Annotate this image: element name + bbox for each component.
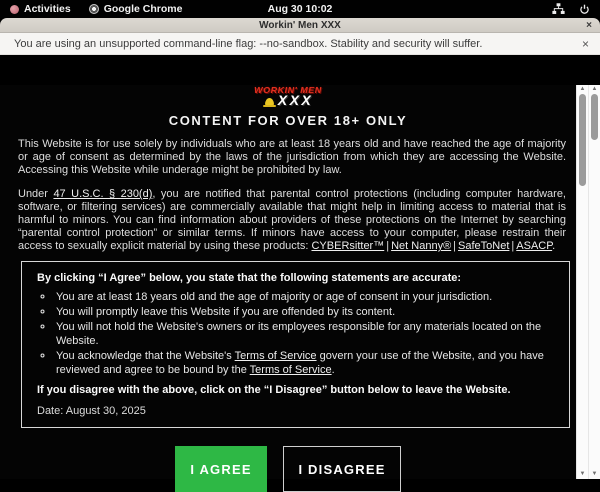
product-separator: | — [511, 240, 515, 252]
browser-window — [0, 18, 600, 477]
gnome-top-bar — [0, 0, 600, 18]
parental-control-paragraph — [18, 188, 566, 253]
app-label: Google Chrome — [103, 3, 183, 15]
asacp-link[interactable]: ASACP — [516, 240, 553, 252]
product-separator: | — [386, 240, 390, 252]
outer-scrollbar[interactable] — [588, 85, 600, 479]
window-close-button[interactable]: × — [586, 20, 592, 31]
netnanny-link[interactable]: Net Nanny® — [391, 240, 452, 252]
i-agree-button[interactable]: I AGREE — [175, 446, 267, 492]
para2-period: . — [552, 240, 556, 252]
para2-pre: Under — [18, 188, 54, 200]
disagree-note: If you disagree with the above, click on the “I Disagree” button below to leave the Website. — [37, 384, 511, 396]
terms-of-service-link[interactable]: Terms of Service — [249, 364, 332, 376]
chrome-infobar — [0, 33, 600, 55]
clock[interactable]: Aug 30 10:02 — [267, 3, 333, 15]
list-item: ◦ You will not hold the Website's owners or its employees responsible for any materials located on the Website. — [54, 320, 554, 348]
page-title: CONTENT FOR OVER 18+ ONLY — [168, 113, 408, 128]
hardhat-icon — [263, 98, 276, 107]
bullet4-pre: You acknowledge that the Website's — [56, 350, 235, 362]
activities-button[interactable] — [10, 3, 71, 15]
date-line: Date: August 30, 2025 — [37, 405, 146, 417]
distro-logo-icon — [10, 5, 19, 14]
usc-230d-link[interactable]: 47 U.S.C. § 230(d) — [53, 188, 153, 200]
bullet4-post: . — [331, 364, 335, 376]
safetonet-link[interactable]: SafeToNet — [458, 240, 510, 252]
activities-label: Activities — [24, 3, 71, 15]
product-separator: | — [453, 240, 457, 252]
inner-scrollbar-thumb[interactable] — [579, 94, 586, 186]
infobar-close-icon[interactable]: × — [581, 36, 589, 51]
scroll-down-icon[interactable]: ▼ — [591, 471, 598, 477]
list-item — [54, 349, 554, 377]
outer-scrollbar-thumb[interactable] — [591, 94, 598, 140]
network-icon[interactable] — [552, 3, 565, 15]
scroll-up-icon[interactable]: ▲ — [579, 86, 586, 92]
chrome-taskbar-button[interactable] — [89, 3, 183, 15]
agreement-intro: By clicking “I Agree” below, you state that the following statements are accurate: — [37, 272, 462, 284]
bullet4-mid: govern your use of the Website, and you have reviewed and agree to be bound by the — [56, 350, 544, 376]
scroll-up-icon[interactable]: ▲ — [591, 86, 598, 92]
age-statement-paragraph: This Website is for use solely by individuals who are at least 18 years old and have reached the age of majority or age of consent as determined by the laws of the jurisdiction from which they are accessing the Website. Accessing this Website while underage might be prohibited by law. — [18, 138, 566, 176]
chrome-icon — [89, 4, 99, 14]
cybersitter-link[interactable]: CYBERsitter™ — [311, 240, 385, 252]
list-item: ◦ You are at least 18 years old and the age of majority or age of consent in your jurisdiction. — [54, 290, 554, 304]
window-titlebar[interactable] — [0, 18, 600, 33]
page-content — [0, 85, 600, 479]
site-logo[interactable] — [240, 85, 336, 107]
agreement-box — [21, 261, 570, 428]
power-icon[interactable] — [579, 4, 590, 15]
window-title: Workin' Men XXX — [259, 19, 341, 31]
consent-buttons — [0, 446, 576, 492]
agreement-list — [37, 290, 554, 377]
logo-xxx-text: XXX — [277, 92, 314, 108]
infobar-text: You are using an unsupported command-line flag: --no-sandbox. Stability and security will suffer. — [14, 37, 483, 50]
para2-mid: , you are notified that parental control protections (including computer hardware, software, or filtering services) are commercially available that might help in limiting access to material that is harmful to minors. You can find information about providers of these protections on the Internet by searching “parental control protection” or similar terms. If minors have access to your computer, please restrain their access to sexually explicit material by using these products: — [18, 188, 566, 252]
list-item: ◦ You will promptly leave this Website if you are offended by its content. — [54, 305, 554, 319]
scroll-down-icon[interactable]: ▼ — [579, 471, 586, 477]
i-disagree-button[interactable]: I DISAGREE — [283, 446, 401, 492]
inner-scrollbar[interactable] — [576, 85, 588, 479]
logo-brand-text: WORKIN' MEN — [254, 85, 322, 95]
terms-of-service-link[interactable]: Terms of Service — [234, 350, 317, 362]
